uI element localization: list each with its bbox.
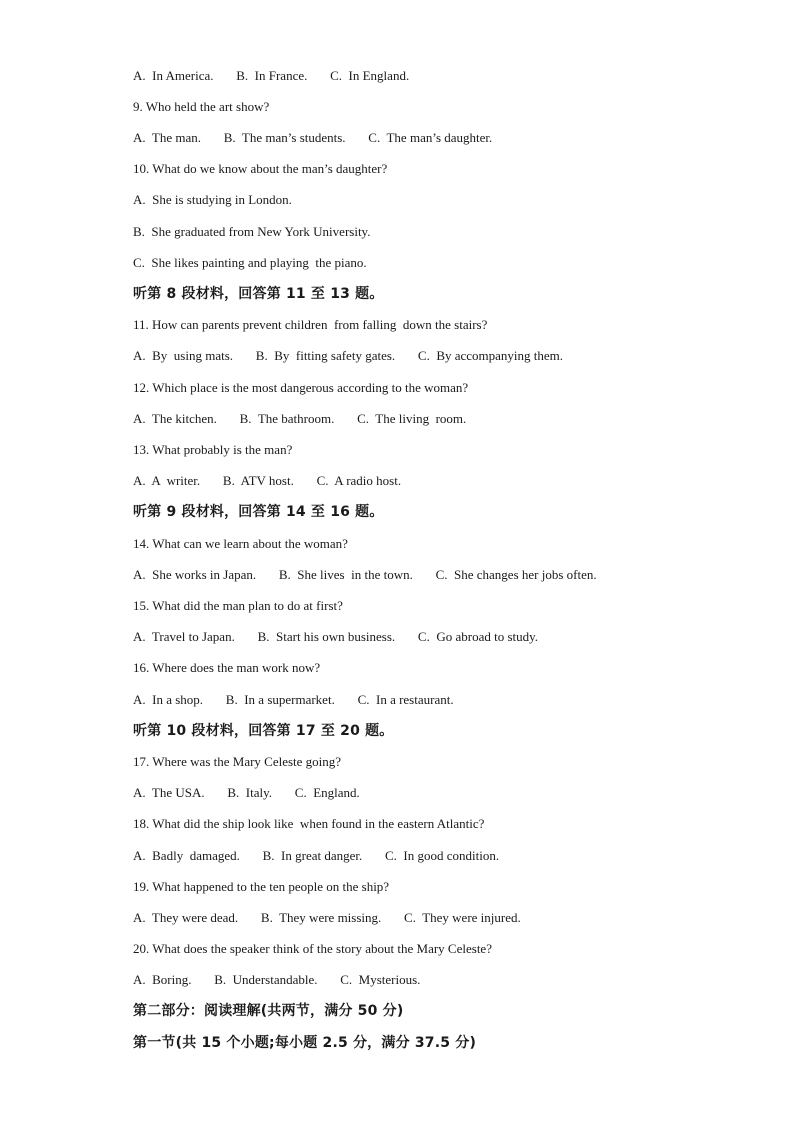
question-line: 14. What can we learn about the woman? — [133, 536, 348, 551]
question-line: 17. Where was the Mary Celeste going? — [133, 754, 342, 769]
question-line: 9. Who held the art show? — [133, 99, 270, 114]
option-line: A. In a shop. B. In a supermarket. C. In a restaurant. — [133, 692, 454, 707]
section-heading: 第一节(共 15 个小题;每小题 2.5 分，满分 37.5 分) — [133, 1035, 477, 1051]
option-line: C. She likes painting and playing the piano. — [133, 255, 367, 270]
option-line: A. In America. B. In France. C. In England. — [133, 68, 410, 83]
section-heading: 听第 8 段材料，回答第 11 至 13 题。 — [133, 286, 384, 302]
part-heading: 第二部分：阅读理解(共两节，满分 50 分) — [133, 1003, 404, 1019]
question-line: 15. What did the man plan to do at first? — [133, 598, 343, 613]
section-heading: 听第 9 段材料，回答第 14 至 16 题。 — [133, 504, 384, 520]
option-line: A. Badly damaged. B. In great danger. C. In good condition. — [133, 848, 500, 863]
question-line: 12. Which place is the most dangerous according to the woman? — [133, 380, 469, 395]
question-line: 16. Where does the man work now? — [133, 660, 321, 675]
question-line: 20. What does the speaker think of the story about the Mary Celeste? — [133, 941, 492, 956]
option-line: A. The kitchen. B. The bathroom. C. The living room. — [133, 411, 467, 426]
option-line: A. By using mats. B. By fitting safety gates. C. By accompanying them. — [133, 348, 564, 363]
option-line: A. A writer. B. ATV host. C. A radio host. — [133, 473, 402, 488]
option-line: A. She works in Japan. B. She lives in the town. C. She changes her jobs often. — [133, 567, 597, 582]
question-line: 11. How can parents prevent children from falling down the stairs? — [133, 317, 488, 332]
question-line: 10. What do we know about the man’s daughter? — [133, 161, 388, 176]
option-line: A. The USA. B. Italy. C. England. — [133, 785, 360, 800]
section-heading: 听第 10 段材料，回答第 17 至 20 题。 — [133, 723, 394, 739]
question-line: 13. What probably is the man? — [133, 442, 293, 457]
option-line: B. She graduated from New York University. — [133, 224, 371, 239]
option-line: A. Travel to Japan. B. Start his own business. C. Go abroad to study. — [133, 629, 539, 644]
option-line: A. The man. B. The man’s students. C. The man’s daughter. — [133, 130, 493, 145]
option-line: A. They were dead. B. They were missing. C. They were injured. — [133, 910, 521, 925]
question-line: 18. What did the ship look like when found in the eastern Atlantic? — [133, 816, 485, 831]
option-line: A. She is studying in London. — [133, 192, 292, 207]
option-line: A. Boring. B. Understandable. C. Mysterious. — [133, 972, 421, 987]
question-line: 19. What happened to the ten people on the ship? — [133, 879, 390, 894]
